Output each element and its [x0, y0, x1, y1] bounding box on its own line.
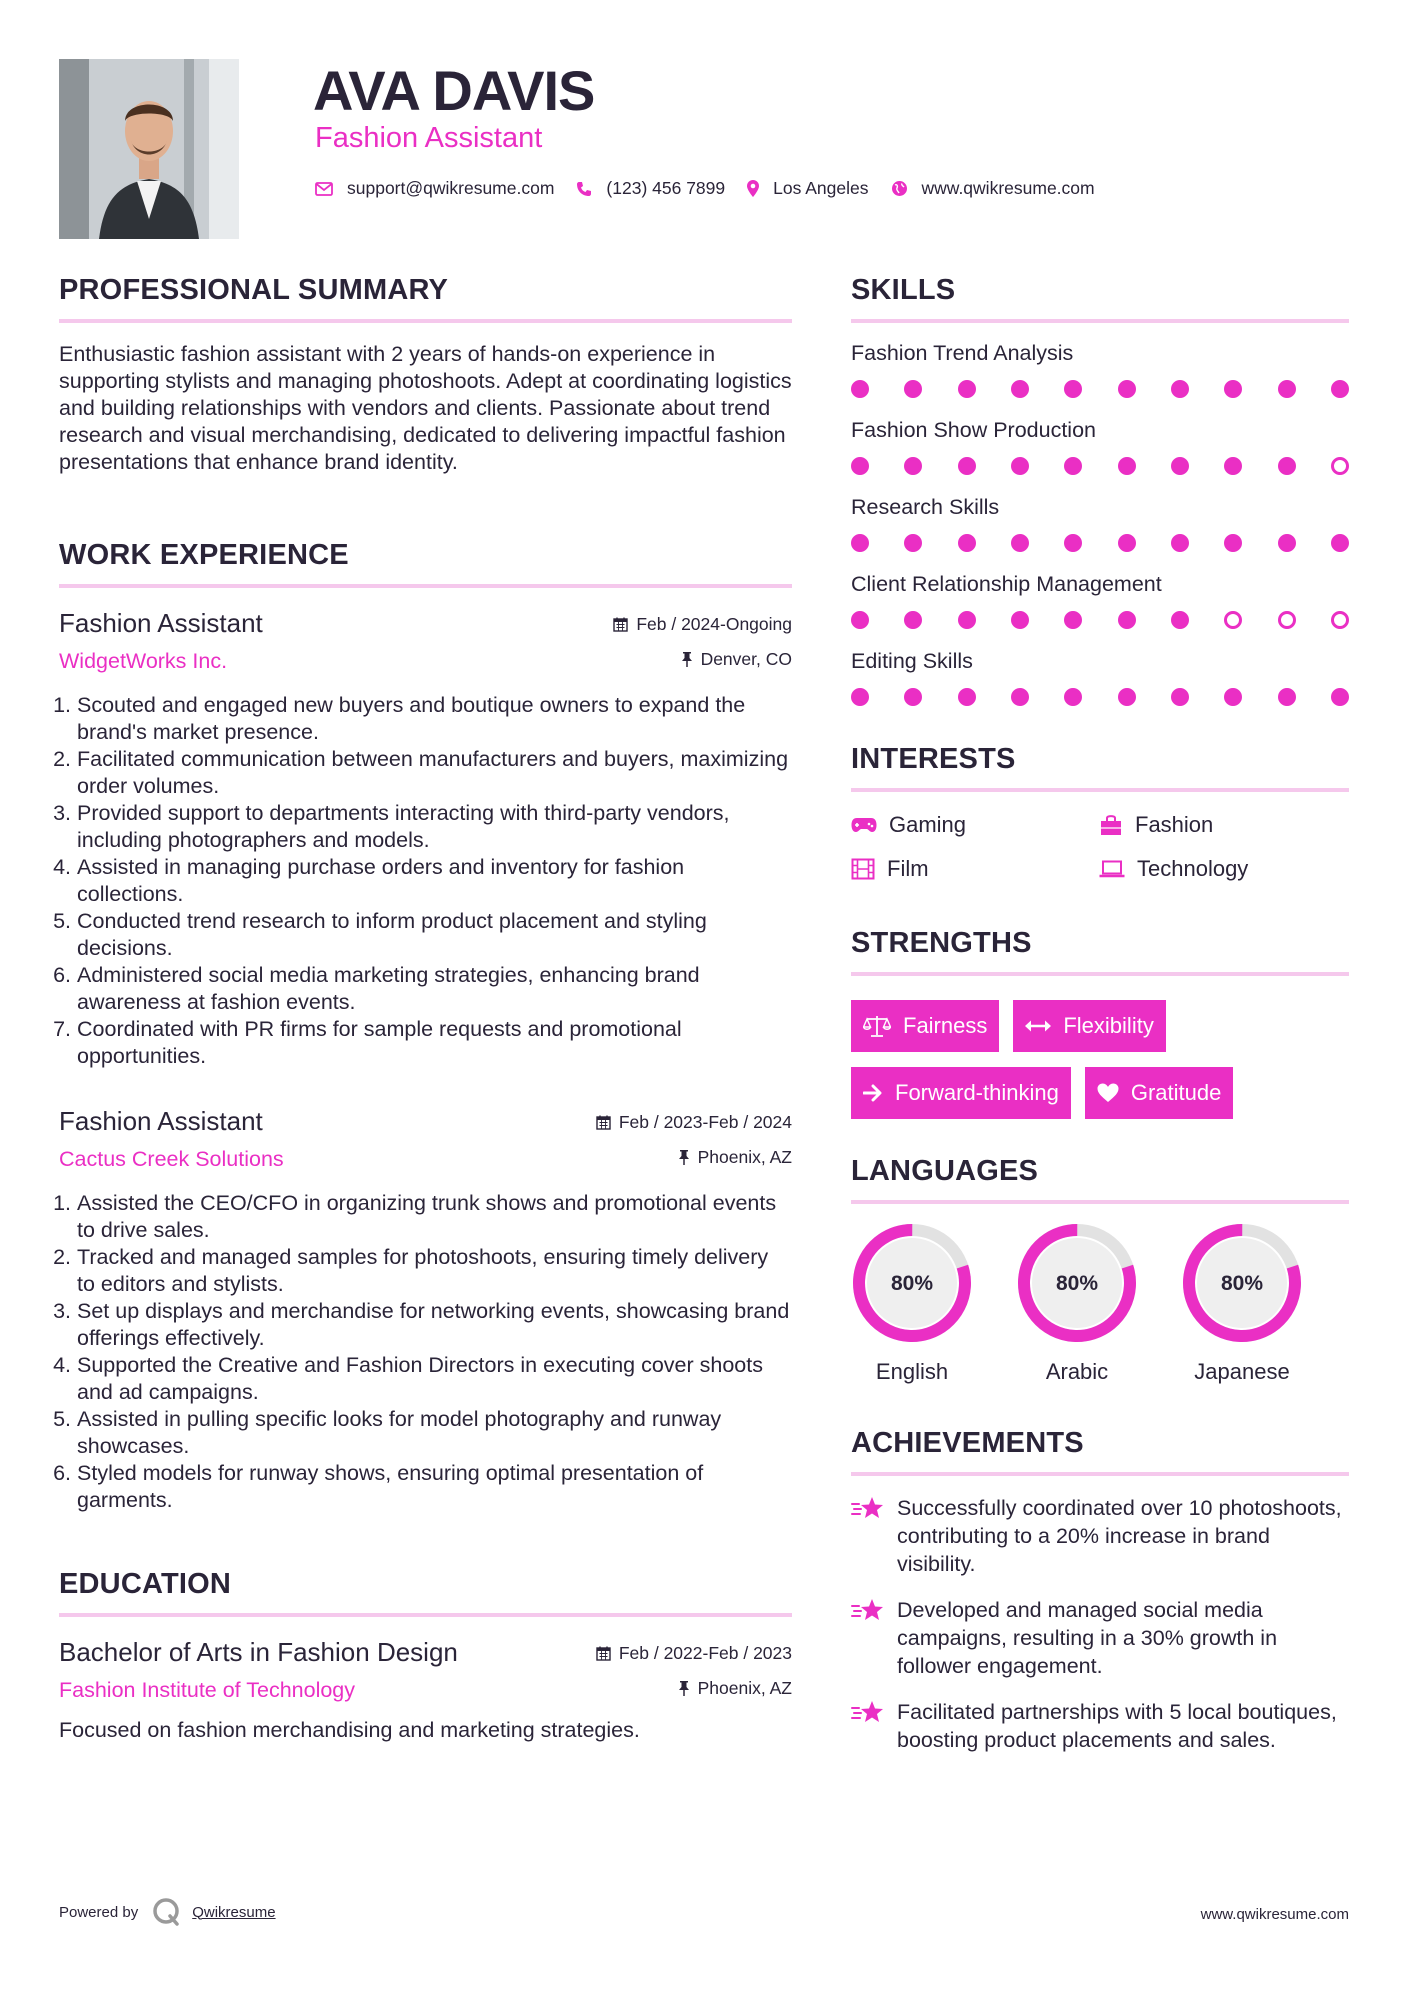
experience-section	[59, 539, 792, 1514]
skill-name: Fashion Show Production	[851, 418, 1097, 442]
rating-dot-filled	[851, 380, 869, 398]
section-divider	[59, 584, 792, 588]
section-divider	[59, 319, 792, 323]
candidate-role: Fashion Assistant	[315, 122, 543, 154]
list-item: 2. Tracked and managed samples for photoshoots, ensuring timely delivery to editors and stylists.	[77, 1244, 792, 1298]
skill-rating	[851, 611, 1349, 629]
strength-label: Flexibility	[1063, 1013, 1154, 1038]
laptop-icon	[1099, 860, 1125, 878]
achievement-item	[851, 1698, 1349, 1754]
education-degree: Bachelor of Arts in Fashion Design	[59, 1637, 458, 1667]
rating-dot-filled	[904, 380, 922, 398]
strength-label: Fairness	[903, 1013, 988, 1038]
strengths-section	[851, 927, 1349, 1134]
language-progress-ring	[1181, 1222, 1303, 1344]
rating-dot-filled	[1011, 688, 1029, 706]
interest-label: Technology	[1137, 856, 1249, 881]
job-entry	[59, 608, 792, 1070]
job-entry	[59, 1106, 792, 1514]
rating-dot-filled	[1224, 457, 1242, 475]
envelope-icon	[315, 182, 333, 196]
job-location	[678, 1147, 792, 1168]
job-duties-list	[59, 1190, 792, 1514]
list-item: 3. Set up displays and merchandise for networking events, showcasing brand offerings effectively.	[77, 1298, 792, 1352]
rating-dot-filled	[1331, 534, 1349, 552]
shooting-star-icon	[851, 1598, 885, 1624]
interest-item	[1099, 856, 1347, 882]
rating-dot-filled	[958, 688, 976, 706]
rating-dot-filled	[1171, 380, 1189, 398]
rating-dot-filled	[1278, 380, 1296, 398]
skill-item	[851, 649, 1349, 706]
skills-list	[851, 341, 1349, 706]
skill-item	[851, 572, 1349, 629]
skill-rating	[851, 534, 1349, 552]
rating-dot-filled	[958, 611, 976, 629]
achievements-list	[851, 1494, 1349, 1754]
rating-dot-filled	[1171, 457, 1189, 475]
rating-dot-filled	[904, 457, 922, 475]
contact-email-text: support@qwikresume.com	[347, 178, 555, 198]
languages-list	[851, 1222, 1349, 1385]
rating-dot-filled	[1278, 534, 1296, 552]
calendar-icon	[596, 1646, 611, 1661]
skills-heading: SKILLS	[851, 274, 956, 306]
rating-dot-filled	[1011, 611, 1029, 629]
interests-list	[851, 812, 1349, 882]
skill-name: Editing Skills	[851, 649, 973, 673]
contact-location-text: Los Angeles	[773, 178, 869, 198]
language-item	[1181, 1222, 1303, 1385]
achievement-item	[851, 1596, 1349, 1680]
language-percent: 80%	[890, 1272, 934, 1295]
achievements-section	[851, 1427, 1349, 1754]
rating-dot-empty	[1278, 611, 1296, 629]
language-item	[1016, 1222, 1138, 1385]
calendar-icon	[596, 1115, 611, 1130]
section-divider	[851, 1472, 1349, 1476]
rating-dot-filled	[1064, 611, 1082, 629]
strengths-heading: STRENGTHS	[851, 927, 1032, 959]
rating-dot-empty	[1331, 611, 1349, 629]
candidate-name: AVA DAVIS	[313, 59, 595, 122]
rating-dot-empty	[1224, 611, 1242, 629]
job-date-text: Feb / 2024-Ongoing	[636, 614, 792, 634]
phone-icon	[576, 181, 592, 197]
section-divider	[59, 1613, 792, 1617]
rating-dot-filled	[851, 688, 869, 706]
contact-website-text: www.qwikresume.com	[921, 178, 1095, 198]
strength-label: Forward-thinking	[895, 1080, 1059, 1105]
rating-dot-filled	[1171, 534, 1189, 552]
rating-dot-filled	[958, 380, 976, 398]
interest-label: Gaming	[889, 812, 967, 837]
list-item: 3. Provided support to departments interacting with third-party vendors, including photographers and models.	[77, 800, 792, 854]
interest-item	[851, 812, 1099, 838]
list-item: 5. Assisted in pulling specific looks for model photography and runway showcases.	[77, 1406, 792, 1460]
job-date	[613, 614, 792, 635]
rating-dot-filled	[1224, 534, 1242, 552]
rating-dot-filled	[1118, 534, 1136, 552]
rating-dot-filled	[1064, 380, 1082, 398]
calendar-icon	[613, 617, 628, 632]
rating-dot-filled	[1171, 611, 1189, 629]
education-school: Fashion Institute of Technology	[59, 1678, 356, 1702]
job-location	[681, 649, 792, 670]
list-item: 6. Administered social media marketing strategies, enhancing brand awareness at fashion events.	[77, 962, 792, 1016]
interests-section	[851, 743, 1349, 882]
pushpin-icon	[678, 1150, 690, 1165]
education-entry	[59, 1637, 792, 1744]
gamepad-icon	[851, 817, 877, 833]
rating-dot-filled	[1331, 688, 1349, 706]
language-name: Arabic	[1045, 1359, 1109, 1384]
language-name: English	[875, 1359, 949, 1384]
list-item: 5. Conducted trend research to inform product placement and styling decisions.	[77, 908, 792, 962]
education-heading: EDUCATION	[59, 1568, 232, 1600]
rating-dot-filled	[1118, 688, 1136, 706]
globe-icon	[891, 180, 908, 197]
job-location-text: Phoenix, AZ	[697, 1147, 792, 1167]
achievement-item	[851, 1494, 1349, 1578]
list-item: 4. Assisted in managing purchase orders and inventory for fashion collections.	[77, 854, 792, 908]
map-pin-icon	[747, 180, 759, 197]
language-progress-ring	[851, 1222, 973, 1344]
rating-dot-filled	[904, 688, 922, 706]
education-date-text: Feb / 2022-Feb / 2023	[618, 1643, 792, 1663]
contact-website[interactable]	[891, 178, 1095, 199]
skill-name: Research Skills	[851, 495, 1000, 519]
pushpin-icon	[681, 652, 693, 667]
rating-dot-filled	[1331, 380, 1349, 398]
footer-powered-by	[59, 1897, 276, 1927]
strength-badge	[1085, 1067, 1234, 1119]
strength-label: Gratitude	[1130, 1080, 1222, 1105]
contact-email[interactable]	[315, 178, 554, 199]
rating-dot-filled	[1064, 457, 1082, 475]
education-location	[678, 1678, 792, 1699]
skill-name: Fashion Trend Analysis	[851, 341, 1074, 365]
rating-dot-empty	[1331, 457, 1349, 475]
job-company: WidgetWorks Inc.	[59, 649, 228, 673]
summary-heading: PROFESSIONAL SUMMARY	[59, 274, 449, 306]
education-section	[59, 1568, 792, 1744]
job-title: Fashion Assistant	[59, 1106, 263, 1136]
skill-name: Client Relationship Management	[851, 572, 1162, 596]
footer-brand-link[interactable]: Qwikresume	[192, 1903, 276, 1921]
film-icon	[851, 858, 875, 880]
education-description: Focused on fashion merchandising and marketing strategies.	[59, 1718, 640, 1742]
job-duties-list	[59, 692, 792, 1070]
skill-item	[851, 341, 1349, 398]
strengths-list	[851, 1000, 1349, 1134]
job-date	[596, 1112, 792, 1133]
interests-heading: INTERESTS	[851, 743, 1016, 775]
rating-dot-filled	[1011, 534, 1029, 552]
section-divider	[851, 788, 1349, 792]
profile-photo	[59, 59, 239, 239]
experience-heading: WORK EXPERIENCE	[59, 539, 349, 571]
language-name: Japanese	[1194, 1359, 1290, 1384]
languages-section	[851, 1155, 1349, 1385]
rating-dot-filled	[1224, 380, 1242, 398]
powered-by-text: Powered by	[59, 1903, 139, 1921]
skills-section	[851, 274, 1349, 726]
interest-label: Fashion	[1135, 812, 1214, 837]
profile-photo-illustration	[59, 59, 239, 239]
language-progress-ring	[1016, 1222, 1138, 1344]
rating-dot-filled	[1224, 688, 1242, 706]
job-company: Cactus Creek Solutions	[59, 1147, 284, 1171]
skill-rating	[851, 380, 1349, 398]
interest-item	[851, 856, 1099, 882]
language-percent: 80%	[1220, 1272, 1264, 1295]
list-item: 1. Assisted the CEO/CFO in organizing trunk shows and promotional events to drive sales.	[77, 1190, 792, 1244]
rating-dot-filled	[1011, 380, 1029, 398]
rating-dot-filled	[851, 457, 869, 475]
education-date	[596, 1643, 792, 1664]
rating-dot-filled	[958, 534, 976, 552]
shooting-star-icon	[851, 1496, 885, 1522]
education-location-text: Phoenix, AZ	[697, 1678, 792, 1698]
interest-item	[1099, 812, 1347, 838]
arrow-right-icon	[863, 1084, 883, 1102]
summary-section	[59, 274, 792, 476]
interest-label: Film	[887, 856, 929, 881]
shooting-star-icon	[851, 1700, 885, 1726]
list-item: 6. Styled models for runway shows, ensuring optimal presentation of garments.	[77, 1460, 792, 1514]
contact-phone[interactable]	[576, 178, 725, 199]
strength-badge	[1013, 1000, 1165, 1052]
skill-item	[851, 418, 1349, 475]
achievement-text: Successfully coordinated over 10 photoshoots, contributing to a 20% increase in brand visibility.	[897, 1496, 1342, 1576]
rating-dot-filled	[1118, 611, 1136, 629]
list-item: 1. Scouted and engaged new buyers and boutique owners to expand the brand's market presence.	[77, 692, 792, 746]
rating-dot-filled	[1278, 457, 1296, 475]
language-item	[851, 1222, 973, 1385]
languages-heading: LANGUAGES	[851, 1155, 1039, 1187]
rating-dot-filled	[851, 611, 869, 629]
rating-dot-filled	[904, 611, 922, 629]
pushpin-icon	[678, 1681, 690, 1696]
rating-dot-filled	[1064, 688, 1082, 706]
language-percent: 80%	[1055, 1272, 1099, 1295]
rating-dot-filled	[1118, 380, 1136, 398]
rating-dot-filled	[1064, 534, 1082, 552]
section-divider	[851, 972, 1349, 976]
strength-badge	[851, 1000, 999, 1052]
rating-dot-filled	[1118, 457, 1136, 475]
rating-dot-filled	[958, 457, 976, 475]
rating-dot-filled	[851, 534, 869, 552]
job-date-text: Feb / 2023-Feb / 2024	[618, 1112, 792, 1132]
rating-dot-filled	[1171, 688, 1189, 706]
shopping-bag-icon	[1099, 814, 1123, 836]
achievements-heading: ACHIEVEMENTS	[851, 1427, 1084, 1459]
footer-website[interactable]: www.qwikresume.com	[1200, 1906, 1349, 1923]
job-title: Fashion Assistant	[59, 608, 263, 638]
rating-dot-filled	[1278, 688, 1296, 706]
section-divider	[851, 319, 1349, 323]
balance-scale-icon	[863, 1015, 891, 1037]
list-item: 7. Coordinated with PR firms for sample requests and promotional opportunities.	[77, 1016, 792, 1070]
strength-badge	[851, 1067, 1071, 1119]
qwikresume-logo-icon	[152, 1897, 182, 1927]
skill-rating	[851, 688, 1349, 706]
rating-dot-filled	[904, 534, 922, 552]
arrows-horizontal-icon	[1025, 1019, 1051, 1033]
rating-dot-filled	[1011, 457, 1029, 475]
list-item: 2. Facilitated communication between manufacturers and buyers, maximizing order volumes.	[77, 746, 792, 800]
achievement-text: Facilitated partnerships with 5 local boutiques, boosting product placements and sales.	[897, 1700, 1337, 1752]
skill-rating	[851, 457, 1349, 475]
achievement-text: Developed and managed social media campaigns, resulting in a 30% growth in follower engagement.	[897, 1598, 1278, 1678]
list-item: 4. Supported the Creative and Fashion Directors in executing cover shoots and ad campaigns.	[77, 1352, 792, 1406]
summary-text: Enthusiastic fashion assistant with 2 years of hands-on experience in supporting stylists and managing photoshoots. Adept at coordinating logistics and building relationships with vendors and clients. Passionate about trend research and visual merchandising, dedicated to delivering impactful fashion presentations that enhance brand identity.	[59, 342, 792, 474]
section-divider	[851, 1200, 1349, 1204]
job-location-text: Denver, CO	[700, 649, 792, 669]
heart-icon	[1097, 1083, 1119, 1103]
skill-item	[851, 495, 1349, 552]
contact-phone-text: (123) 456 7899	[606, 178, 726, 198]
contact-location	[747, 178, 868, 199]
contact-bar	[315, 178, 1117, 199]
